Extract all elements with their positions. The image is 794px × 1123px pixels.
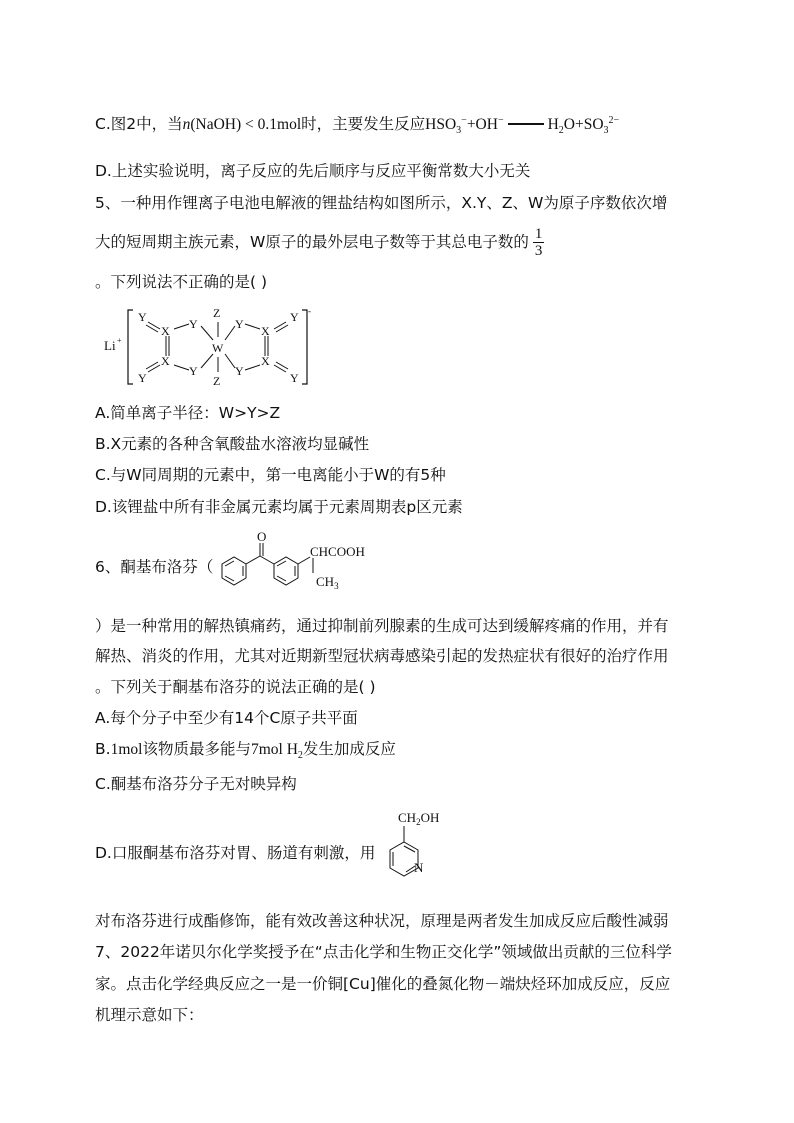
svg-text:X: X <box>161 354 170 368</box>
svg-text:Z: Z <box>213 374 221 388</box>
w-center: W <box>212 341 224 355</box>
q4-option-c-lead: C.图2中，当 <box>95 115 183 133</box>
q5-option-c: C.与W同周期的元素中，第一电离能小于W的有5种 <box>95 466 446 484</box>
svg-text:Y: Y <box>235 317 244 331</box>
q6-option-b: B.1mol该物质最多能与7mol $H_2$发生加成反应 <box>95 740 396 762</box>
pyridine-nitrogen: N <box>414 860 424 875</box>
fraction-one-third: $\frac{1}{3}$ <box>534 226 543 259</box>
anion-charge: - <box>308 306 311 316</box>
q5-stem-line1: 5、一种用作锂离子电池电解液的锂盐结构如图所示，X.Y、Z、W为原子序数依次增 <box>95 194 668 212</box>
svg-text:X: X <box>161 324 170 338</box>
q6-stem-lead: 6、酮基布洛芬（ <box>95 558 214 576</box>
reaction-equation: $HSO_3^-+OH^-$ $H_2O+SO_3^{2-}$ <box>425 114 620 137</box>
svg-text:Y: Y <box>189 317 198 331</box>
q7-stem-line2: 家。点击化学经典反应之一是一价铜[Cu]催化的叠氮化物－端炔烃环加成反应，反应 <box>95 975 671 993</box>
q6-option-a: A.每个分子中至少有14个C原子共平面 <box>95 709 358 727</box>
svg-text:Y: Y <box>235 364 244 378</box>
q7-stem-line1: 7、2022年诺贝尔化学奖授予在“点击化学和生物正交化学”领域做出贡献的三位科学 <box>95 943 672 961</box>
li-cation-label: Li <box>104 338 116 353</box>
q5-stem-line2-text: 大的短周期主族元素，W原子的最外层电子数等于其总电子数的 <box>95 233 529 251</box>
methyl-label: $CH_3$ <box>316 574 339 591</box>
svg-text:Y: Y <box>290 310 299 324</box>
ch2oh-label: $CH_2OH$ <box>398 810 440 827</box>
svg-text:Y: Y <box>189 364 198 378</box>
svg-text:Y: Y <box>290 371 299 385</box>
svg-text:X: X <box>261 354 270 368</box>
q7-stem-line3: 机理示意如下： <box>95 1006 204 1024</box>
q4-option-c <box>95 114 619 135</box>
q5-option-a: A.简单离子半径：W>Y>Z <box>95 404 281 422</box>
q4-option-c-mid: 时，主要发生反应 <box>301 115 426 133</box>
q6-option-d-tail: 对布洛芬进行成酯修饰，能有效改善这种状况，原理是两者发生加成反应后酸性减弱 <box>95 912 669 930</box>
li-charge: + <box>117 336 122 345</box>
svg-text:Y: Y <box>138 310 147 324</box>
pyridinemethanol-structure <box>380 806 460 890</box>
equal-arrow <box>508 123 544 127</box>
side-chain-label: CHCOOH <box>310 544 365 559</box>
q6-option-d-lead: D.口服酮基布洛芬对胃、肠道有刺激，用 <box>95 844 376 862</box>
q5-option-d: D.该锂盐中所有非金属元素均属于元素周期表p区元素 <box>95 498 463 516</box>
q6-option-c: C.酮基布洛芬分子无对映异构 <box>95 775 297 793</box>
q6-stem-line3: 解热、消炎的作用，尤其对近期新型冠状病毒感染引起的发热症状有很好的治疗作用 <box>95 647 669 665</box>
svg-text:X: X <box>261 324 270 338</box>
q5-stem-line2 <box>95 226 544 259</box>
q5-option-b: B.X元素的各种含氧酸盐水溶液均显碱性 <box>95 435 370 453</box>
naoh-condition: (NaOH) < 0.1mol <box>190 116 302 133</box>
ketoprofen-structure <box>212 530 387 592</box>
q6-stem-line2: ）是一种常用的解热镇痛药，通过抑制前列腺素的生成可达到缓解疼痛的作用，并有 <box>95 617 669 635</box>
lithium-salt-structure <box>100 302 325 394</box>
q4-option-d: D.上述实验说明，离子反应的先后顺序与反应平衡常数大小无关 <box>95 162 531 180</box>
q6-stem-line4: 。下列关于酮基布洛芬的说法正确的是( ) <box>95 678 376 696</box>
n-symbol: n <box>182 116 191 133</box>
q5-stem-line3: 。下列说法不正确的是( ) <box>95 273 268 291</box>
ketone-oxygen: O <box>257 530 267 544</box>
svg-text:Y: Y <box>138 371 147 385</box>
z-top: Z <box>213 306 221 320</box>
